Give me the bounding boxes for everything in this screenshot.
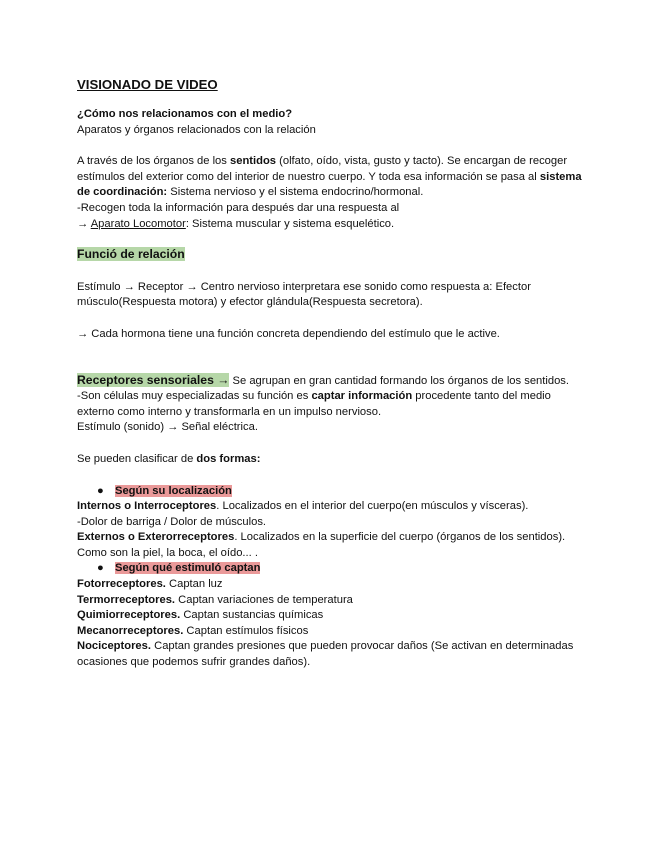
- bullet-icon: ●: [97, 484, 104, 497]
- internos-example: -Dolor de barriga / Dolor de músculos.: [77, 515, 267, 528]
- nociceptores-line: Nociceptores. Captan grandes presiones que pueden provocar daños (Se activan en determinadas ocasiones que podemos sufrir grandes daños).: [77, 640, 574, 669]
- receptores-line-2: -Son células muy especializadas su función es captar información procedente tanto del medio externo como interno y transformarla en un impulso nervioso.: [77, 390, 551, 418]
- receptores-line-3: Estímulo (sonido) → Señal eléctrica.: [77, 421, 258, 434]
- quimiorreceptores-line: Quimiorreceptores. Captan sustancias químicas: [77, 609, 324, 622]
- document-content: [77, 76, 582, 671]
- externos-line: Externos o Exterorreceptores. Localizados en la superficie del cuerpo (órganos de los sentidos). Como son la piel, la boca, el oído... .: [77, 531, 566, 559]
- senses-paragraph: A través de los órganos de los sentidos (olfato, oído, vista, gusto y tacto). Se encargan de recoger estímulos del exterior como del interior de nuestro cuerpo. Y toda esa información se pasa al sistema de coordinación: Sistema nervioso y el sistema endocrino/hormonal.: [77, 155, 582, 199]
- list-item: ● Según su localización: [77, 484, 582, 500]
- localizacion-list: [77, 484, 582, 500]
- funcion-heading: Funció de relación: [77, 247, 185, 262]
- estimulo-list: [77, 561, 582, 577]
- intro-subtitle: Aparatos y órganos relacionados con la relación: [77, 123, 316, 136]
- intro-question: ¿Cómo nos relacionamos con el medio?: [77, 108, 293, 120]
- bullet-icon: ●: [97, 562, 104, 575]
- internos-line: Internos o Interroceptores. Localizados en el interior del cuerpo(en músculos y vísceras).: [77, 500, 529, 513]
- funcion-paragraph-2: → Cada hormona tiene una función concreta dependiendo del estímulo que le active.: [77, 327, 500, 340]
- funcion-paragraph-1: Estímulo → Receptor → Centro nervioso interpretara ese sonido como respuesta a: Efector músculo(Respuesta motora) y efector glándula(Respuesta secretora).: [77, 280, 531, 309]
- aparato-locomotor-link: Aparato Locomotor: [90, 217, 186, 230]
- mecanorreceptores-line: Mecanorreceptores. Captan estímulos físicos: [77, 624, 309, 637]
- senses-line-2: -Recogen toda la información para después dar una respuesta al: [77, 201, 400, 214]
- termorreceptores-line: Termorreceptores. Captan variaciones de temperatura: [77, 593, 353, 606]
- senses-line-3: → Aparato Locomotor: Sistema muscular y sistema esquelético.: [77, 217, 395, 230]
- clasificacion-line: Se pueden clasificar de dos formas:: [77, 452, 261, 465]
- fotorreceptores-line: Fotorreceptores. Captan luz: [77, 578, 223, 591]
- list-item: ● Según qué estimuló captan: [77, 561, 582, 577]
- page-title: VISIONADO DE VIDEO: [77, 77, 218, 92]
- receptores-heading: Receptores sensoriales → Se agrupan en gran cantidad formando los órganos de los sentidos.: [77, 372, 570, 387]
